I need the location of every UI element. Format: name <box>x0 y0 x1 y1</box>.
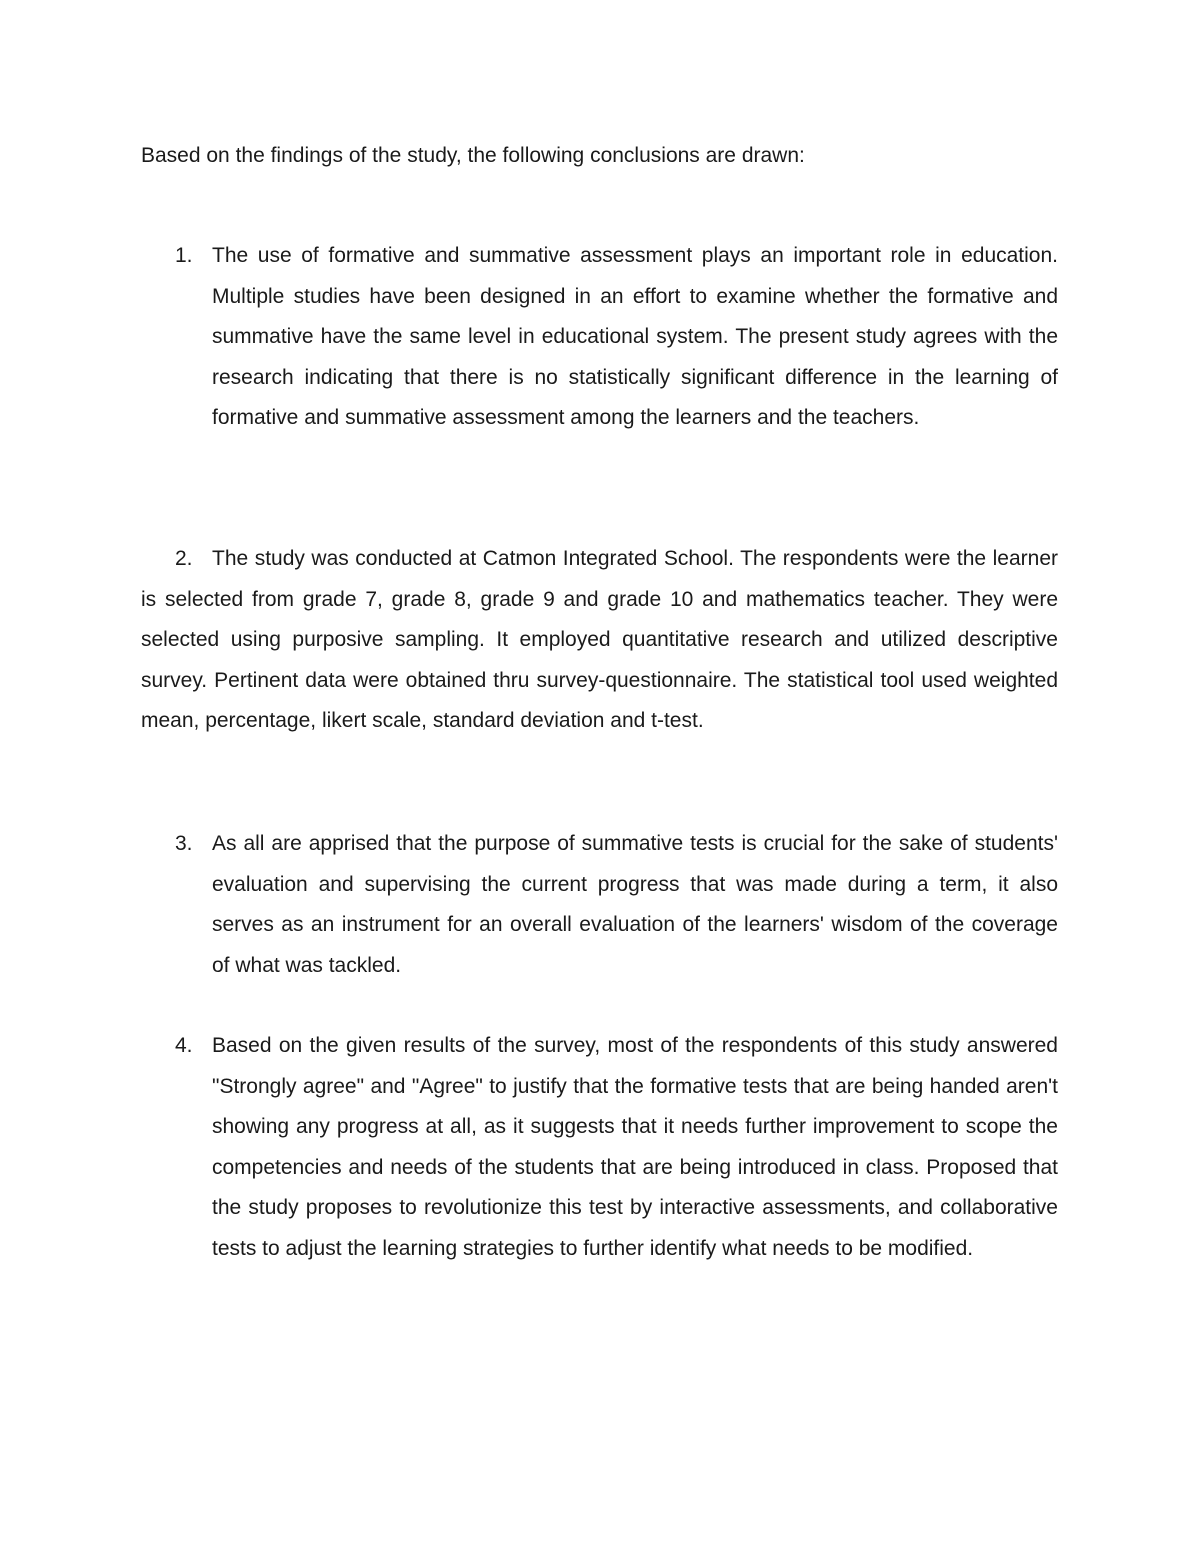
list-item-text: Based on the given results of the survey, most of the respondents of this study answered "Strongly agree" and "Agree" to justify that the formative tests that are being handed aren't showing any progress at all, as it suggests that it needs further improvement to scope the competencies and needs of the students that are being introduced in class. Proposed that the study proposes to revolutionize this test by interactive assessments, and collaborative tests to adjust the learning strategies to further identify what needs to be modified. <box>212 1034 1058 1260</box>
conclusion-item-1 <box>175 236 1058 439</box>
list-item-text: As all are apprised that the purpose of summative tests is crucial for the sake of students' evaluation and supervising the current progress that was made during a term, it also serves as an instrument for an overall evaluation of the learners' wisdom of the coverage of what was tackled. <box>212 832 1058 977</box>
conclusion-item-2 <box>141 539 1058 742</box>
list-item-text: The study was conducted at Catmon Integrated School. The respondents were the learner is selected from grade 7, grade 8, grade 9 and grade 10 and mathematics teacher. They were selected using purposive sampling. It employed quantitative research and utilized descriptive survey. Pertinent data were obtained thru survey-questionnaire. The statistical tool used weighted mean, percentage, likert scale, standard deviation and t-test. <box>141 547 1058 733</box>
list-number: 4. <box>175 1034 193 1057</box>
list-number: 1. <box>175 244 193 267</box>
list-number: 2. <box>175 547 193 570</box>
list-item-text: The use of formative and summative assessment plays an important role in education. Multiple studies have been designed in an effort to examine whether the formative and summative have the same level in educational system. The present study agrees with the research indicating that there is no statistically significant difference in the learning of formative and summative assessment among the learners and the teachers. <box>212 244 1058 430</box>
list-number: 3. <box>175 832 193 855</box>
conclusion-item-3 <box>175 824 1058 986</box>
intro-paragraph: Based on the findings of the study, the following conclusions are drawn: <box>141 144 805 167</box>
conclusion-item-4 <box>175 1026 1058 1270</box>
